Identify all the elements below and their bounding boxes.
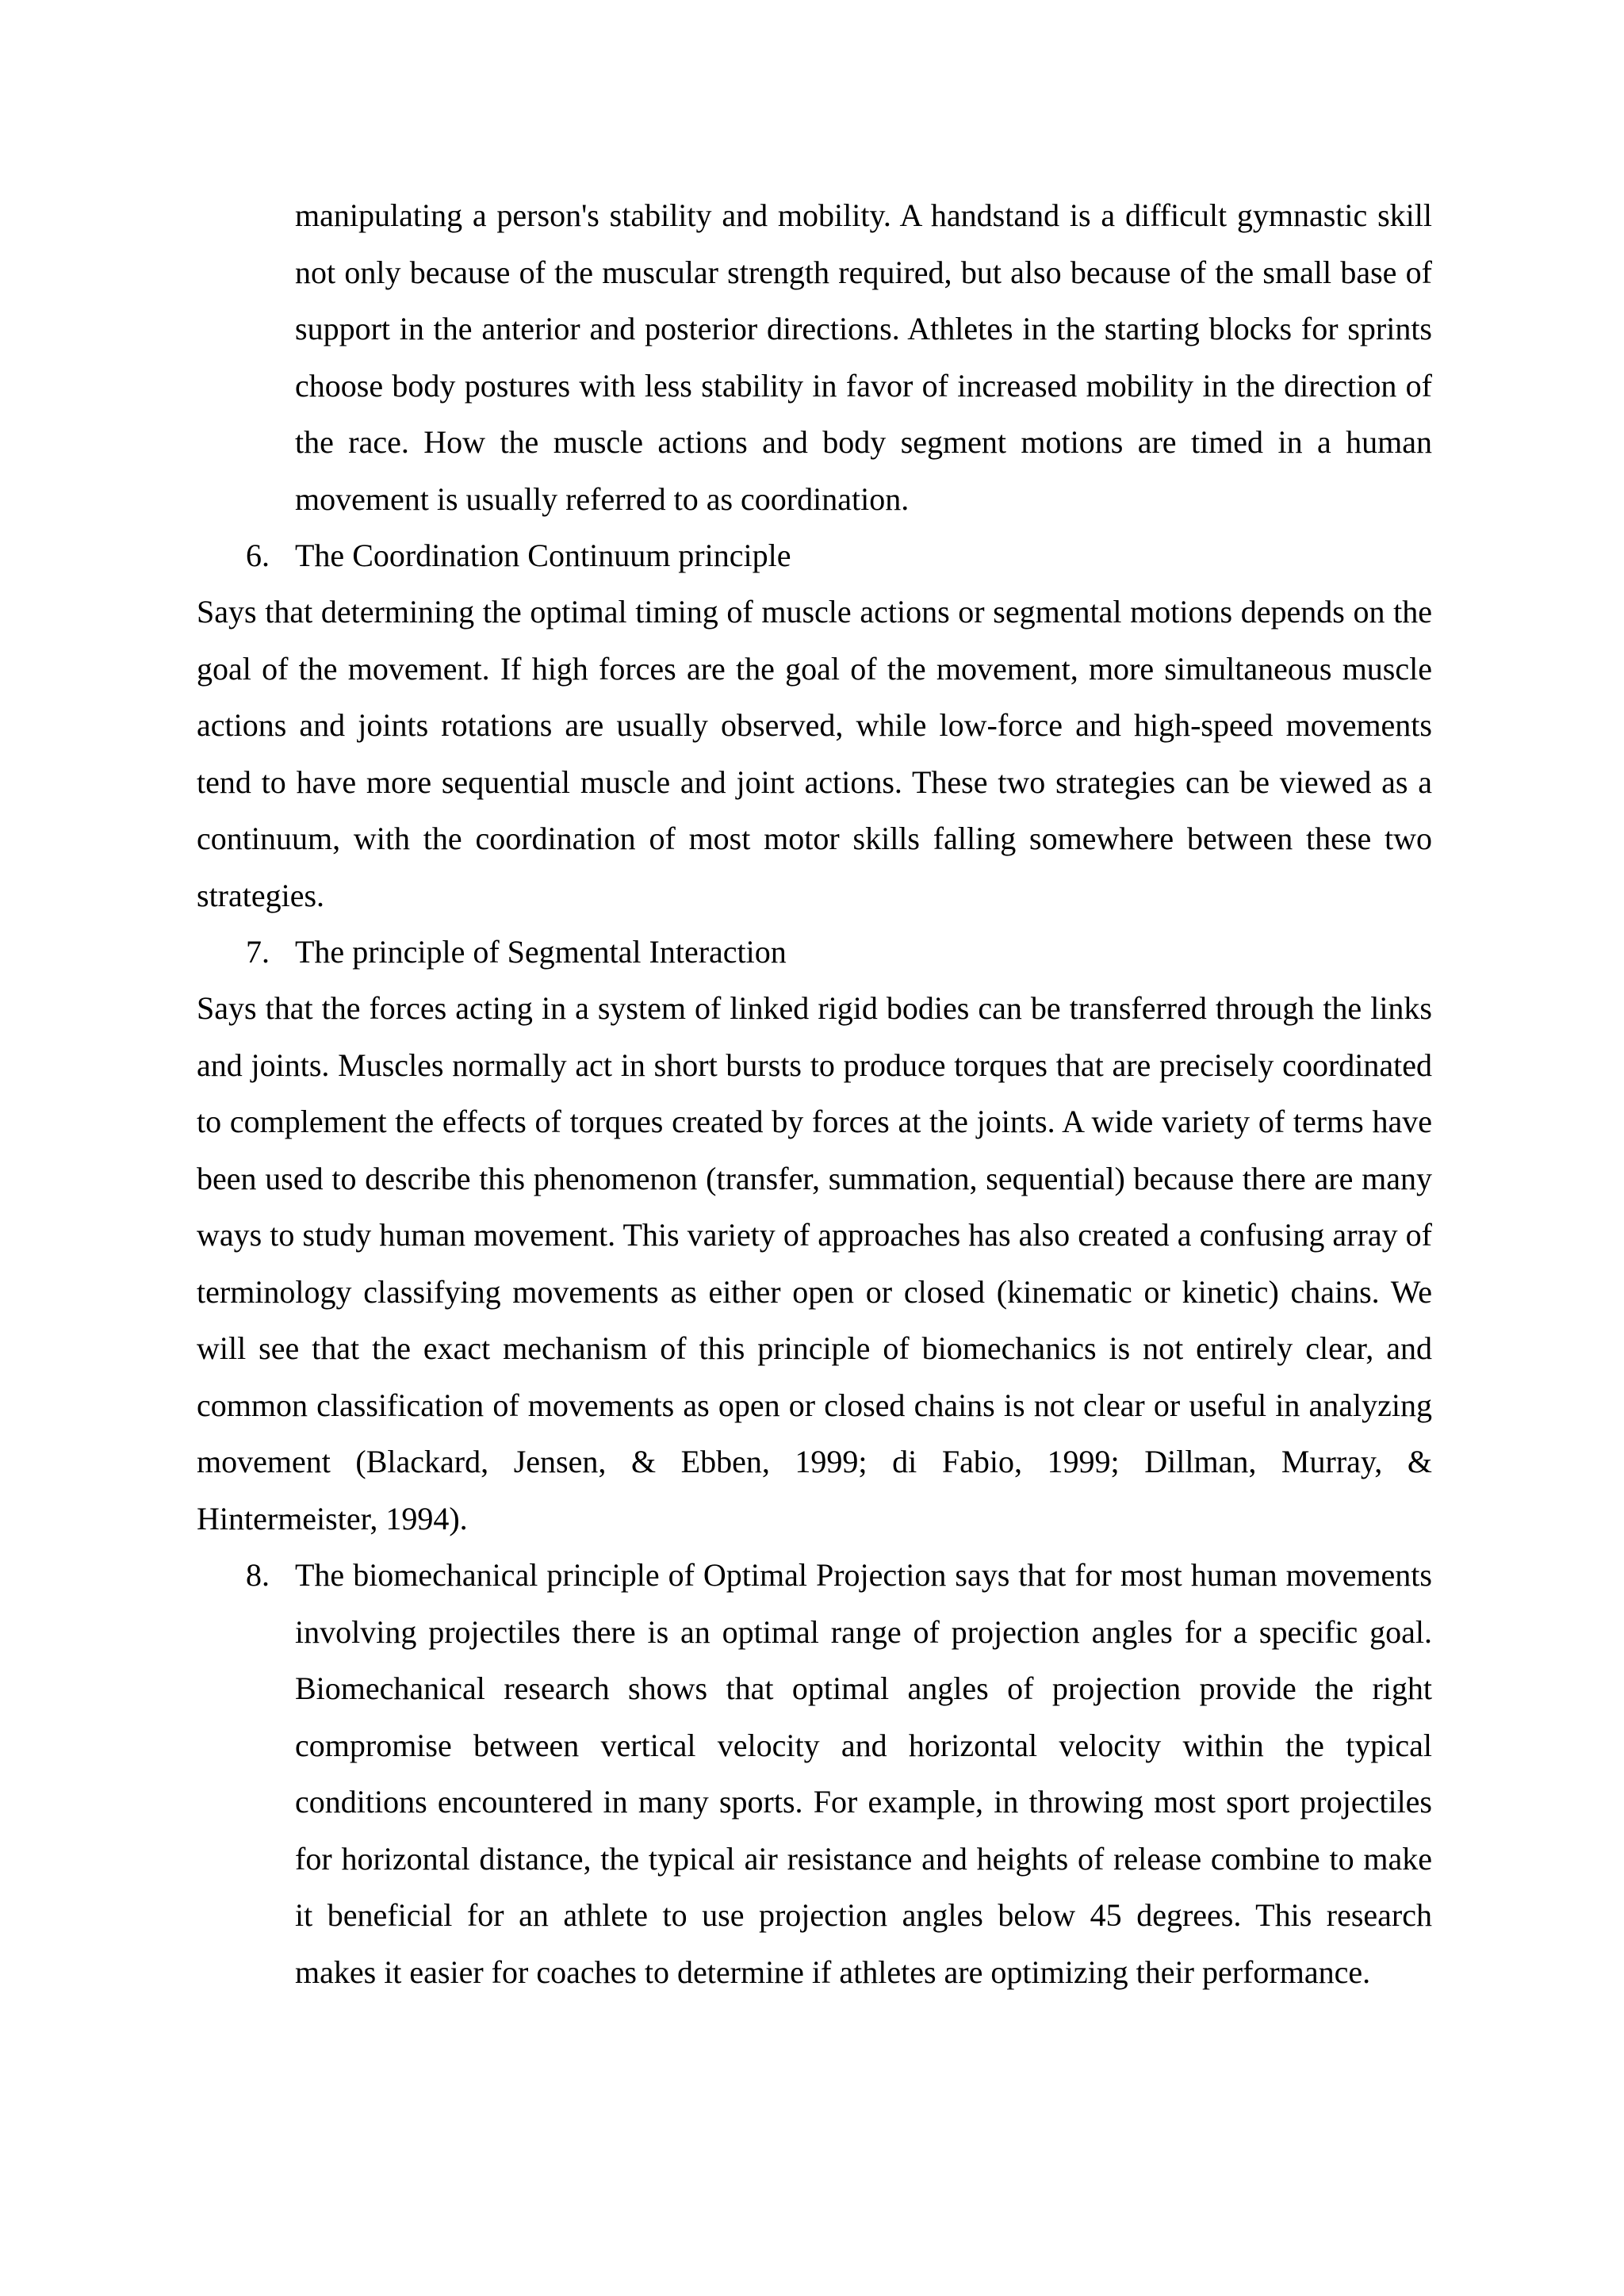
item-7-title: The principle of Segmental Interaction (295, 934, 787, 970)
intro-continuation-paragraph: manipulating a person's stability and mobility. A handstand is a difficult gymnastic skill not only because of the muscular strength required, but also because of the small base of support in the anterior and posterior directions. Athletes in the starting blocks for sprints choose body postures with less stability in favor of increased mobility in the direction of the race. How the muscle actions and body segment motions are timed in a human movement is usually referred to as coordination. (295, 197, 1432, 517)
item-6-number: 6. (246, 538, 270, 573)
item-7-body-paragraph: Says that the forces acting in a system of linked rigid bodies can be transferred through the links and joints. Muscles normally act in short bursts to produce torques that are precisely coordinated to complement the effects of torques created by forces at the joints. A wide variety of terms have been used to describe this phenomenon (transfer, summation, sequential) because there are many ways to study human movement. This variety of approaches has also created a confusing array of terminology classifying movements as either open or closed (kinematic or kinetic) chains. We will see that the exact mechanism of this principle of biomechanics is not entirely clear, and common classification of movements as open or closed chains is not clear or useful in analyzing movement (Blackard, Jensen, & Ebben, 1999; di Fabio, 1999; Dillman, Murray, & Hintermeister, 1994). (197, 990, 1432, 1536)
item-8-body-paragraph: The biomechanical principle of Optimal Projection says that for most human movements involving projectiles there is an optimal range of projection angles for a specific goal. Biomechanical research shows that optimal angles of projection provide the right compromise between vertical velocity and horizontal velocity within the typical conditions encountered in many sports. For example, in throwing most sport projectiles for horizontal distance, the typical air resistance and heights of release combine to make it beneficial for an athlete to use projection angles below 45 degrees. This research makes it easier for coaches to determine if athletes are optimizing their performance. (295, 1557, 1432, 1990)
item-7-number: 7. (246, 934, 270, 970)
item-6-title: The Coordination Continuum principle (295, 538, 791, 573)
item-6-body-paragraph: Says that determining the optimal timing of muscle actions or segmental motions depends on the goal of the movement. If high forces are the goal of the movement, more simultaneous muscle actions and joints rotations are usually observed, while low-force and high-speed movements tend to have more sequential muscle and joint actions. These two strategies can be viewed as a continuum, with the coordination of most motor skills falling somewhere between these two strategies. (197, 594, 1432, 913)
item-8-number: 8. (246, 1557, 270, 1593)
